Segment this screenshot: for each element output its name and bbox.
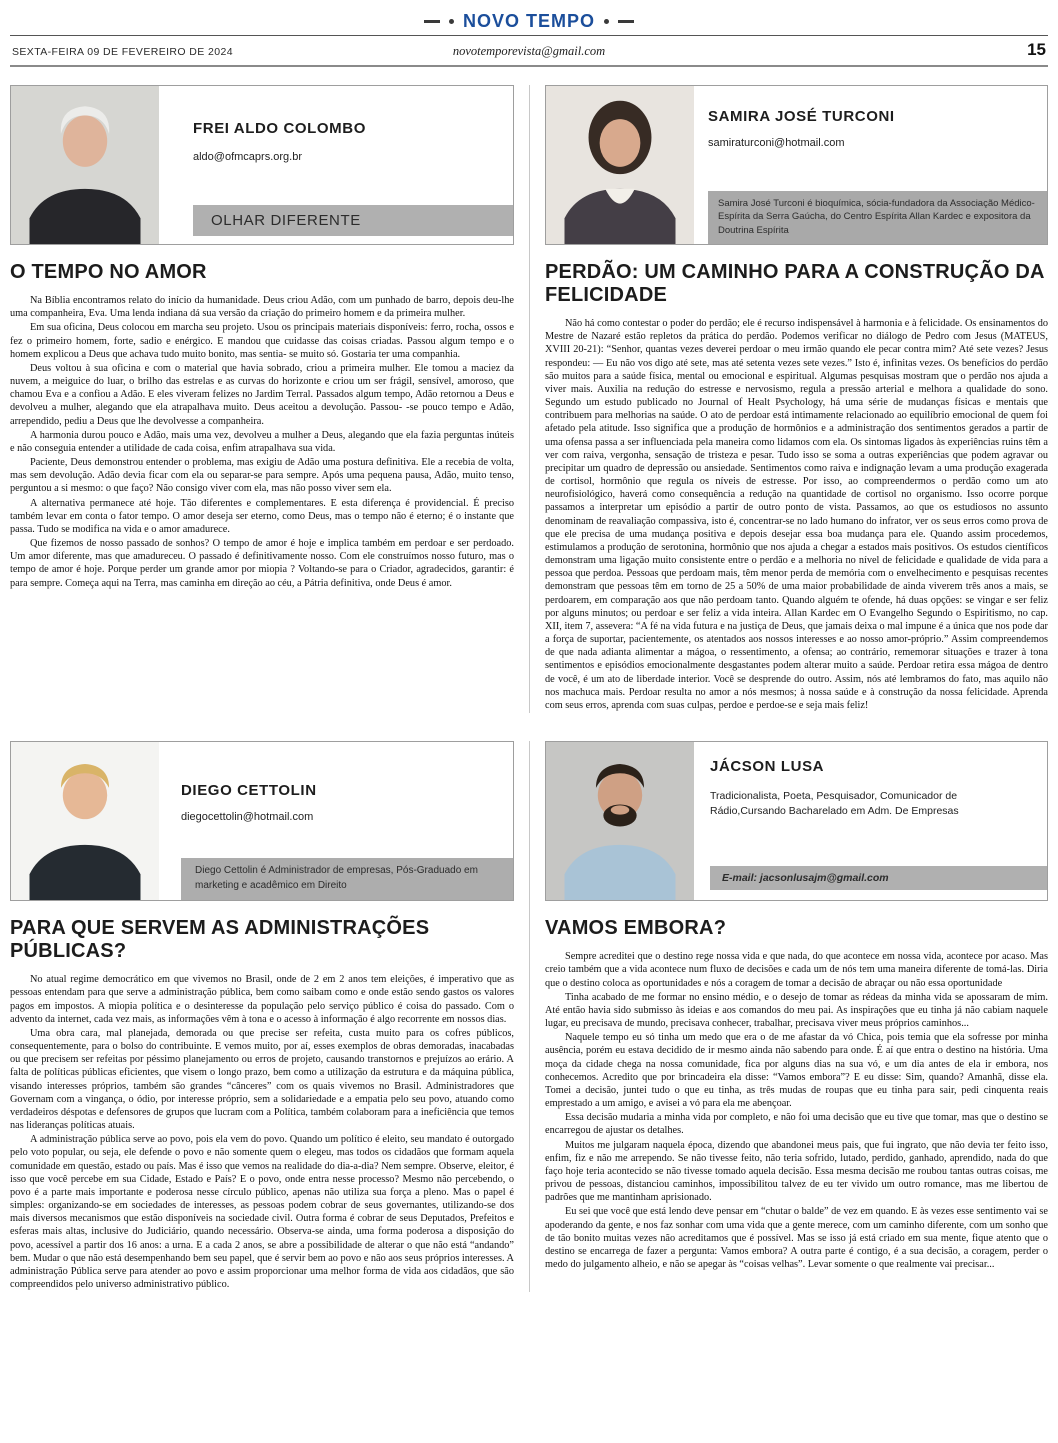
masthead-left-dash-icon — [424, 20, 440, 23]
paragraph: Paciente, Deus demonstrou entender o problema, mas exigiu de Adão uma postura definitiva. Ele a recebia de volta, mas sem devolução. Adão devia ficar com ela ou separar-se para sempre. Após uma pequena pausa, Adão, muito tenso, perguntou a si mesmo: o que faço? Não consigo viver com ela, mas não posso viver sem ela. — [10, 457, 514, 495]
paragraph: Sempre acreditei que o destino rege nossa vida e que nada, do que acontece em nossa vida, acontece por acaso. Mas creio também que a vida acontece num fluxo de decisões e cada um de nós tem uma maneira diferente de tomá-las. Diria que o destino coloca as oportunidades e nós a coragem de tomar a decisão de abraçar ou não essa oportunidade — [545, 951, 1048, 989]
author-card-diego — [10, 741, 514, 901]
author-info — [159, 86, 513, 244]
paragraph: No atual regime democrático em que vivemos no Brasil, onde de 2 em 2 anos tem eleições, é imperativo que as pessoas entendam para que serve a administração pública, bem como saibam como e onde estão sendo gastos os valores pagos em impostos. A miopia política e o desinteresse da população pelo serviço público é coisa do passado. Com o advento da internet, cada vez mais, as informações vêm à tona e o acesso à informação é algo recorrente em nossos dias. — [10, 974, 514, 1025]
article-body — [10, 294, 514, 590]
author-bio: Tradicionalista, Poeta, Pesquisador, Comunicador de Rádio,Cursando Bacharelado em Adm. De Empresas — [710, 790, 959, 817]
paragraph: A administração pública serve ao povo, pois ela vem do povo. Quando um político é eleito, seu mandato é outorgado pelo voto popular, ou seja, ele defende o povo e não somente quem o elegeu, mas todos os cidadãos que formam aquela comunidade em questão, estado ou país. Mas é isso que vemos na realidade do dia-a-dia? Nem sempre. Observe, eleitor, é isso que você percebe em sua Cidade, Estado e País? E o povo, onde entra nesse processo? Mesmo não percebendo, o povo é a parte mais importante e poderosa nesse círculo público, apenas não utiliza sua força a pleno. Mas o papel é simples: organizando-se em sociedades de interesses, as pessoas podem cobrar de seus governantes, utilizando-se dos mais diversos mecanismos que estão disponíveis na sociedade civil. Outra forma é cobrar de seus Deputados, Prefeitos e esferas mais altas, inclusive do Judiciário, quando necessário. Observa-se ainda, uma forma poderosa a disposição do povo, acessível a partir dos 16 anos: a urna. E a cada 2 anos, se abre a possibilidade de alterar o que não está “andando” bem. Mudar o que não está desempenhando bem seu papel, que é servir bem ao povo e não aos seus próprios interesses. A administração Pública serve para atender ao povo e assim proporcionar uma melhor forma de vida aos cidadãos, que são compreendidos pelo universo administrativo público. — [10, 1134, 514, 1291]
author-photo — [11, 742, 159, 900]
page-number: 15 — [1027, 40, 1046, 59]
author-bio-bar: Samira José Turconi é bioquímica, sócia-fundadora da Associação Médico-Espírita da Serra Gaúcha, do Centro Espírita Allan Kardec e expositora da Doutrina Espírita — [708, 191, 1047, 244]
author-info — [159, 742, 513, 900]
paragraph: A alternativa permanece até hoje. Tão diferentes e complementares. E esta diferença é providencial. É preciso também levar em conta o fator tempo. O amor deseja ser eterno, como Deus, mas o tempo não é eterno; é o instante que passa. Tudo se modifica na vida e o amor amadurece. — [10, 497, 514, 535]
edition-date: SEXTA-FEIRA 09 DE FEVEREIRO DE 2024 — [12, 46, 233, 58]
paragraph: Eu sei que você que está lendo deve pensar em “chutar o balde” de vez em quando. E às vezes esse sentimento vai se apoderando da gente, e nos faz sonhar com uma vida que a gente merece, com um caminho diferente, com um sonho que de tão bonito muitas vezes não acreditamos que é possível. Mas se isso já está criado em sua mente, fique atento que o destino se encarrega de fazer a pergunta: Vamos embora? A outra parte é contigo, é a sua decisão, a coragem, perder o medo do julgamento alheio, e não se apegar às “coisas velhas”. Levar somente o que realmente vai precisar... — [545, 1206, 1048, 1271]
author-name: FREI ALDO COLOMBO — [193, 120, 366, 137]
author-photo — [546, 742, 694, 900]
author-info — [694, 742, 1047, 900]
paragraph: Tinha acabado de me formar no ensino médio, e o desejo de tomar as rédeas da minha vida se apossaram de mim. Até então havia sido submisso às ideias e aos comandos do meu pai. As inspirações que eu tinha já não cabiam naquele lugar, eu precisava de mundo, precisava conhecer, trabalhar, precisava viver meus próprios caminhos... — [545, 991, 1048, 1030]
masthead-left-dot-icon — [449, 19, 454, 24]
author-bio-bar: Diego Cettolin é Administrador de empresas, Pós-Graduado em marketing e acadêmico em Direito — [181, 858, 513, 900]
paragraph: Deus voltou à sua oficina e com o material que havia sobrado, criou a primeira mulher. Ele tomou a maciez da nuvem, a meiguice do luar, o brilho das estrelas e as curvas do horizonte e criou um ser frágil, sensível, amoroso, que chamou Eva e a confiou a Adão. E eles viveram felizes no Jardim Terral. Passados algum tempo, Adão retornou a Deus e devolveu a mulher, alegando que ela atrapalhava muito. Deus aceitou a devolução. Passou- -se pouco tempo e Adão, arrependido, pediu a Deus que lhe devolvesse a companheira. — [10, 362, 514, 427]
author-info — [694, 86, 1047, 244]
masthead-right-dash-icon — [618, 20, 634, 23]
author-photo — [546, 86, 694, 244]
person-silhouette — [546, 742, 694, 900]
author-email: diegocettolin@hotmail.com — [181, 811, 314, 824]
paragraph: Essa decisão mudaria a minha vida por completo, e não foi uma decisão que eu tive que tomar, mas que o destino se encarregou de ajustar os detalhes. — [545, 1112, 1048, 1137]
article-perdao-caminho-felicidade — [529, 85, 1048, 713]
article-body — [545, 317, 1048, 712]
paragraph: A harmonia durou pouco e Adão, mais uma vez, devolveu a mulher a Deus, alegando que ela fazia perguntas inúteis e não conseguia entender a utilidade de cada coisa, enfim atrapalhava sua vida. — [10, 429, 514, 454]
article-o-tempo-no-amor — [10, 85, 529, 713]
page-header — [10, 6, 1048, 67]
paragraph: Uma obra cara, mal planejada, demorada ou que precise ser refeita, custa muito para os cofres públicos, consequentemente, para o bolso do contribuinte. E vemos muito, por aí, esses exemplos de obras demoradas, inacabadas ou que precisem ser refeitas por péssimo planejamento ou erros de projeto, causando transtornos e prejuízos ao erário. A falta de políticas públicas eficientes, que visem o longo prazo, bem como a utilização da estrutura e da máquina pública, visando interesses próprios, também são grandes “cânceres” com os quais vivemos no Brasil. Administradores que Governam com a vingança, o ódio, por interesse próprio, sem a solidariedade e a empatia pelo seu povo, atuando como verdadeiros déspotas e defensores de grupos que lucram com a Política, também colaboram para a ineficiência que temos nas lideranças políticas atuais. — [10, 1027, 514, 1132]
author-email: aldo@ofmcaprs.org.br — [193, 151, 302, 163]
paragraph: Muitos me julgaram naquela época, dizendo que abandonei meus pais, que fui ingrato, que não devia ter feito isso, enfim, fiz e não me arrependo. Se não tivesse feito, não teria sofrido, lutado, perdido, ganhado, aprendido, nada do que faço hoje teria acontecido se não tivesse tomado aquela decisão. Essa mesma decisão me roubou tantas outras coisas, me privou de pessoas, distanciou caminhos, impossibilitou talvez de eu ter vivido um outro romance, mas me libertou de padrões que me mantinham aprisionado. — [545, 1139, 1048, 1204]
author-card-frei-aldo — [10, 85, 514, 245]
author-email-bar: E-mail: jacsonlusajm@gmail.com — [710, 866, 1047, 890]
article-headline: VAMOS EMBORA? — [545, 917, 727, 940]
paragraph: Não há como contestar o poder do perdão; ele é recurso indispensável à harmonia e à felicidade. Os ensinamentos do Mestre de Nazaré estão repletos da prática do perdão. Podemos verificar no diálogo de Pedro com Jesus (MATEUS, XVIII 20-21): “Senhor, quantas vezes deverei perdoar o meu irmão quando ele pecar contra mim? Até sete vezes? Jesus respondeu: — Eu não vos digo até sete, mas até setenta vezes sete vezes.” Isto é, infinitas vezes. Os benefícios do perdão são muitos para a saúde física, mental ou emocional e espiritual. Algumas pesquisas mostram que o perdão nos ajuda a viver mais. Auxilia na redução do estresse e nervosismo, regula a pressão arterial e melhora a qualidade do sono. Segundo um estudo publicado no Journal of Healt Psychology, há uma série de mudanças físicas e mentais que contribuem para melhorias na saúde. O ato de perdoar está intimamente relacionado ao equilíbrio emocional de quem foi afetado pela atitude. Isso significa que a produção de hormônios e a administração dos sentimentos gerados a partir de uma ofensa passa a ser influenciada pela maneira como lidamos com ela. Os sintomas ligados às experiências ruins têm a ver com raiva, vergonha, sensação de tristeza e pesar. Tudo isso se soma a outras experiências que podem agravar ou precipitar um quadro de depressão ou ansiedade. Sentimentos como raiva e indignação levam a uma produção exagerada de cortisol, hormônio que regula os níveis de estresse. Por isso, ao compreendermos o perdão como um ato neurofisiológico, haverá como consequência a redução na quantidade de cortisol no organismo. Isso ocorre porque passamos a interpretar um episódio a partir de outro ponto de vista. Passamos, ao que os estudiosos no assunto denominam de reavaliação compassiva, isto é, concentrar-se no lado humano do infrator, ver os seus erros como prova de que ele precisa de uma mudança positiva e depois desejar essa boa mudança para ele. Quando assim procedemos, estimulamos a produção de serotonina, hormônio que nos ajuda a chegar a estados mais positivos. Os estudos científicos demonstram uma ligação muito consistente entre o perdão e a melhoria no nível de felicidade e qualidade de vida para a pessoa que perdoa. Pessoas que perdoam mais, têm menor perda de memória com o envelhecimento e pesquisas recentes demonstram que pessoas têm em torno de 25 a 50% de uma maior probabilidade de ainda viverem três anos a mais, se perdoarem, em comparação aos que não perdoam tanto. Quando alguém te ofende, há duas opções: se vingar e ser feliz por alguns minutos; ou perdoar e ser feliz a vida inteira. Allan Kardec em O Evangelho Segundo o Espiritismo, no cap. XII, item 7, assevera: “A fé na vida futura e na justiça de Deus, que jamais deixa o mal impune é a única que nos pode dar a força de suportar, pacientemente, os atentados aos nossos interesses e ao nosso amor-próprio.” Assim compreendemos de que nada adianta alimentar a mágoa, o ressentimento, a ofensa; ao contrário, rememorar situações e trazer à tona sentimentos e episódios emocionalmente desgastantes podem alterar muito a saúde. Perdoar retira essa mágoa de dentro de você, é um ato de liberdade interior. Você se desprende do outro. Assim, nós até lembramos do fato, mas aquilo não nos machuca mais. Perdoar resulta no amor a nós mesmos; à nossa saúde e à construção da nossa felicidade. Aprenda com seus erros, aprenda com suas culpas, perdoe e perdoe-se e seja mais feliz! — [545, 318, 1048, 711]
author-name: JÁCSON LUSA — [710, 758, 825, 776]
articles-grid — [10, 67, 1048, 1292]
edition-email: novotemporevista@gmail.com — [452, 44, 606, 58]
paragraph: Naquele tempo eu só tinha um medo que era o de me afastar da vó Chica, pois temia que ela sofresse por minha ausência, porém eu estava decidido de ir mesmo ainda não sabendo para onde. É aí que entra o destino na história. Uma moça da cidade chega na nossa comunidade, fica por alguns dias na sua vó, e um dia antes de ela ir embora, nos conhecemos. Acredito que por brincadeira ela disse: “Vamos embora”? E eu disse: Sim, quando? Amanhã, disse ela. Tomei a decisão, juntei tudo o que eu tinha, as três mudas de roupas que eu tinha para sair, pedi cinquenta reais emprestado a um amigo, e avisei a vó para ela me abençoar. — [545, 1032, 1048, 1110]
article-administracoes-publicas — [10, 741, 529, 1292]
author-name: SAMIRA JOSÉ TURCONI — [708, 108, 895, 125]
author-card-samira — [545, 85, 1048, 245]
column-name-bar: OLHAR DIFERENTE — [193, 205, 513, 236]
author-email: samiraturconi@hotmail.com — [708, 137, 845, 149]
header-info-row — [10, 36, 1048, 65]
article-headline: PARA QUE SERVEM AS ADMINISTRAÇÕES PÚBLICAS? — [10, 917, 430, 963]
author-name: DIEGO CETTOLIN — [181, 782, 317, 800]
paragraph: Na Bíblia encontramos relato do início da humanidade. Deus criou Adão, com um punhado de barro, depois deu-lhe uma companheira, Eva. Uma lenda indiana dá sua versão da criação do primeiro homem e da primeira mulher. — [10, 295, 514, 320]
masthead-right-dot-icon — [604, 19, 609, 24]
author-photo — [11, 86, 159, 244]
article-body — [10, 973, 514, 1291]
masthead-row — [10, 6, 1048, 35]
person-silhouette — [546, 86, 694, 244]
paragraph: Que fizemos de nosso passado de sonhos? O tempo de amor é hoje e implica também em perdoar e ser perdoado. Um amor diferente, mas que amadureceu. O passado é definitivamente nosso. Com ele construímos nosso futuro, mas o tempo de amor é hoje. Porque perder um grande amor por miopia ? Voltando-se para o Criador, agradecidos, garantir: é para sempre. Começa aqui na Terra, mas caminha em direção ao céu, a Pátria definitiva, onde Deus é amor. — [10, 538, 514, 589]
article-body — [545, 950, 1048, 1271]
article-vamos-embora — [529, 741, 1048, 1292]
article-headline: PERDÃO: UM CAMINHO PARA A CONSTRUÇÃO DA FELICIDADE — [545, 261, 1044, 306]
article-headline: O TEMPO NO AMOR — [10, 261, 207, 283]
person-silhouette — [11, 86, 159, 244]
person-silhouette — [11, 742, 159, 900]
paragraph: Em sua oficina, Deus colocou em marcha seu projeto. Usou os principais materiais disponíveis: ferro, rocha, ossos e fez o primeiro homem, forte, sadio e enérgico. E mandou que cuidasse das coisas criadas. Passou algum tempo e o homem explicou a Deus que achava tudo muito bonito, mas sentia- se muito só. Gostaria ter uma companhia. — [10, 322, 514, 360]
author-card-jacson — [545, 741, 1048, 901]
masthead-title: NOVO TEMPO — [462, 11, 595, 31]
